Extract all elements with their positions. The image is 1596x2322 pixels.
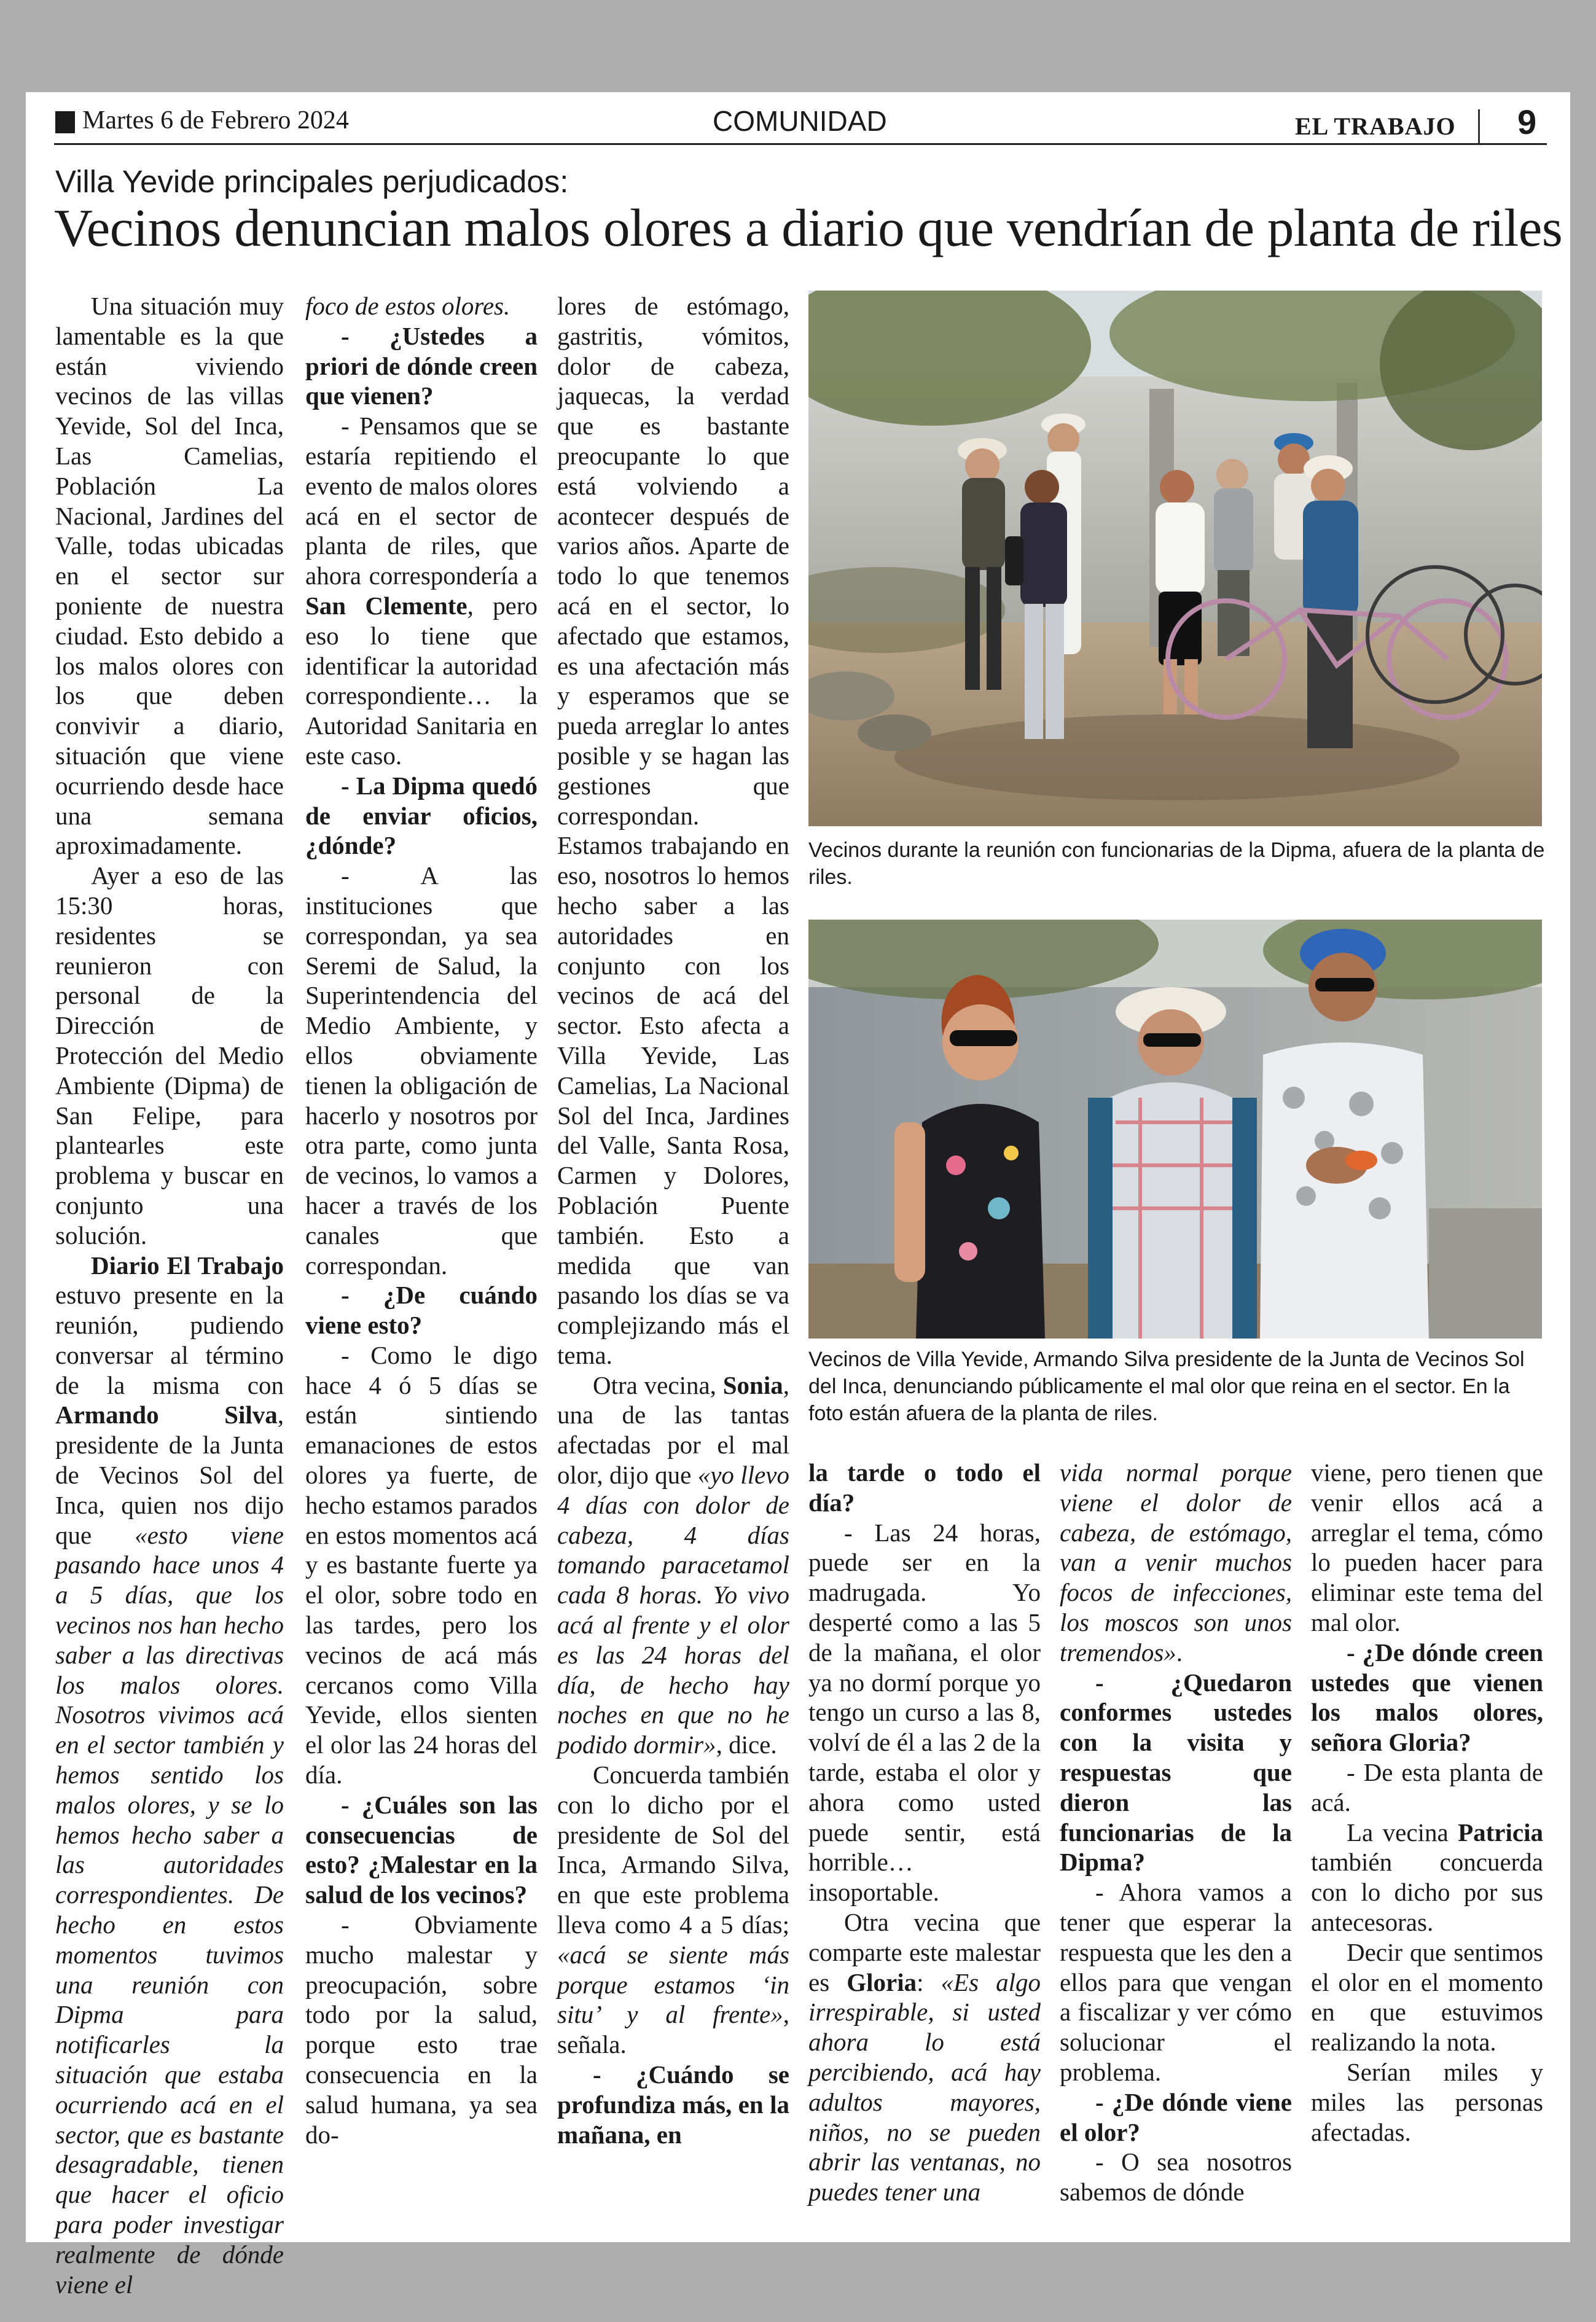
text: Concuerda también con lo dicho por el presidente de Sol del Inca, Armando Silva, en que este problema lleva como 4 a 5 días; [557, 1761, 789, 1939]
article-column-3 [557, 291, 789, 2149]
photo-three-neighbors-image [808, 920, 1542, 1339]
interview-question: - La Dipma quedó de enviar oficios, ¿dónde? [305, 771, 538, 860]
text: también concuerda con lo dicho por sus antecesoras. [1311, 1848, 1543, 1936]
quote-text: vida normal porque viene el dolor de cabeza, de estómago, van a venir muchos focos de infecciones, los moscos son unos tremendos» [1060, 1458, 1292, 1667]
quote-text: «acá se siente más porque estamos ‘in situ’ y al frente» [557, 1940, 789, 2029]
paragraph [1060, 1458, 1292, 1668]
bold-text: Gloria [847, 1968, 917, 1996]
article-column-1 [55, 291, 284, 2299]
issue-date: Martes 6 de Febrero 2024 [82, 106, 349, 135]
paragraph [305, 411, 538, 771]
quote-text: «Es algo irrespirable, si usted ahora lo está percibiendo, acá hay adultos mayores, niños, no se pueden abrir las ventanas, no puedes tener una [808, 1968, 1041, 2207]
page-number: 9 [1517, 103, 1537, 141]
paragraph: viene, pero tienen que venir ellos acá a arreglar el tema, cómo lo pueden hacer para eliminar este tema del mal olor. [1311, 1458, 1543, 1636]
article-column-2 [305, 291, 538, 2149]
paragraph [55, 1251, 284, 2300]
photo-caption-1: Vecinos durante la reunión con funcionarias de la Dipma, afuera de la planta de riles. [808, 838, 1545, 889]
paragraph: - Las 24 horas, puede ser en la madrugada. Yo desperté como a las 5 de la mañana, el olor ya no dormí porque yo tengo un curso a las 8, volví de él a las 2 de la tarde, estaba el olor y ahora como usted puede sentir, está horrible… insoportable. [808, 1518, 1041, 1907]
article-headline: Vecinos denuncian malos olores a diario que vendrían de planta de riles [54, 198, 1563, 257]
text: estuvo presente en la reunión, pudiendo conversar al término de la misma con [55, 1281, 284, 1399]
paragraph: - O sea nosotros sabemos de dónde [1060, 2148, 1292, 2207]
article-column-4 [808, 1458, 1041, 2207]
section-name: COMUNIDAD [713, 105, 887, 137]
interview-question: - ¿De dónde viene el olor? [1060, 2087, 1292, 2146]
quote-text: foco de estos olores. [305, 292, 510, 320]
bold-text: Diario El Trabajo [91, 1251, 284, 1280]
interview-question: - ¿De dónde creen ustedes que vienen los malos olores, señora Gloria? [1311, 1638, 1543, 1757]
paragraph: Serían miles y miles las personas afectadas. [1311, 2057, 1543, 2146]
text: Otra vecina que comparte este malestar es [808, 1907, 1041, 1996]
text: . [1176, 1638, 1183, 1667]
interview-question: - ¿Cuándo se profundiza más, en la mañana, en [557, 2060, 789, 2149]
text: , dice. [716, 1730, 777, 1759]
article-column-6 [1311, 1458, 1543, 2147]
photo-neighbors-meeting [808, 291, 1542, 826]
quote-text: «esto viene pasando hace unos 4 a 5 días, que los vecinos nos han hecho saber a las directivas los malos olores. Nosotros vivimos acá en el sector también y hemos sentido los malos olores, y se lo hemos hecho saber a las autoridades correspondientes. De hecho en estos momentos tuvimos una reunión con Dipma para notificarles la situación que estaba ocurriendo acá en el sector, que es bastante desagradable, tienen que hacer el oficio para poder investigar realmente de dónde viene el [55, 1520, 284, 2299]
interview-question: - ¿De cuándo viene esto? [305, 1281, 538, 1340]
paragraph [808, 1907, 1041, 2207]
header-separator [1478, 109, 1480, 143]
bold-text: Patricia [1458, 1818, 1543, 1847]
paragraph: - A las instituciones que correspondan, ya sea Seremi de Salud, la Superintendencia del Medio Ambiente, y ellos obviamente tienen la obligación de hacerlo y nosotros por otra parte, como junta de vecinos, lo vamos a hacer a través de los canales que correspondan. [305, 861, 538, 1280]
text: - Pensamos que se estaría repitiendo el evento de malos olores acá en el sector de planta de riles, que ahora correspondería a [305, 412, 538, 590]
article-kicker: Villa Yevide principales perjudicados: [55, 164, 569, 199]
text: , presidente de la Junta de Vecinos Sol del Inca, quien nos dijo que [55, 1401, 284, 1549]
text: : [917, 1968, 941, 1996]
interview-question: - ¿Cuáles son las consecuencias de esto? ¿Malestar en la salud de los vecinos? [305, 1790, 538, 1909]
paragraph: - Ahora vamos a tener que esperar la respuesta que les den a ellos para que vengan a fiscalizar y ver cómo solucionar el problema. [1060, 1878, 1292, 2086]
bold-text: Armando Silva [55, 1401, 278, 1429]
paragraph: - Obviamente mucho malestar y preocupación, sobre todo por la salud, porque esto trae consecuencia en la salud humana, ya sea do- [305, 1910, 538, 2149]
newspaper-name: EL TRABAJO [1295, 112, 1456, 140]
paragraph [55, 861, 284, 1250]
bold-text: Sonia [722, 1370, 783, 1399]
text: La vecina [1347, 1818, 1458, 1847]
interview-question: la tarde o todo el día? [808, 1458, 1041, 1517]
paragraph [557, 1760, 789, 2060]
photo-three-neighbors [808, 920, 1542, 1339]
bold-text: San Clemente [305, 591, 467, 620]
paragraph [1311, 1818, 1543, 1937]
photo-neighbors-meeting-image [808, 291, 1542, 826]
paragraph: - De esta planta de acá. [1311, 1757, 1543, 1816]
interview-question: - ¿Quedaron conformes ustedes con la visita y respuestas que dieron las funcionarias de la Dipma? [1060, 1668, 1292, 1877]
header-square-bullet [55, 111, 75, 133]
paragraph: - Como le digo hace 4 ó 5 días se están sintiendo emanaciones de estos olores ya fuerte, de hecho estamos parados en estos momentos acá y es bastante fuerte ya el olor, sobre todo en las tardes, pero los vecinos de acá más cercanos como Villa Yevide, ellos sienten el olor las 24 horas del día. [305, 1340, 538, 1789]
text: , señala. [557, 2000, 789, 2059]
article-column-5 [1060, 1458, 1292, 2207]
paragraph [305, 291, 538, 321]
text: , pero eso lo tiene que identificar la autoridad correspondiente… la Autoridad Sanitaria en este caso. [305, 591, 538, 770]
meeting-time-paragraph: Ayer a eso de las 15:30 horas, residentes se reunieron con personal de la Dirección de Protección del Medio Ambiente (Dipma) de San Felipe, para plantearles este problema y buscar en conjunto una solución. [55, 861, 284, 1249]
paragraph [557, 1370, 789, 1760]
header-rule [54, 143, 1547, 145]
paragraph: Decir que sentimos el olor en el momento en que estuvimos realizando la nota. [1311, 1937, 1543, 2057]
paragraph: Una situación muy lamentable es la que están viviendo vecinos de las villas Yevide, Sol del Inca, Las Camelias, Población La Nacional, Jardines del Valle, todas ubicadas en el sector sur poniente de nuestra ciudad. Esto debido a los malos olores con los que deben convivir a diario, situación que viene ocurriendo desde hace una semana aproximadamente. [55, 292, 284, 860]
paragraph: lores de estómago, gastritis, vómitos, dolor de cabeza, jaquecas, la verdad que es bastante preocupante lo que está volviendo a acontecer después de varios años. Aparte de todo lo que tenemos acá en el sector, lo afectado que estamos, es una afectación más y esperamos que se pueda arreglar lo antes posible y se hagan las gestiones que correspondan. Estamos trabajando en eso, nosotros lo hemos hecho saber a las autoridades en conjunto con los vecinos de acá del sector. Esto afecta a Villa Yevide, Las Camelias, La Nacional Sol del Inca, Jardines del Valle, Santa Rosa, Carmen y Dolores, Población Puente también. Esto a medida que van pasando los días se va complejizando más el tema. [557, 292, 789, 1369]
interview-question: - ¿Ustedes a priori de dónde creen que vienen? [305, 321, 538, 410]
photo-caption-2: Vecinos de Villa Yevide, Armando Silva presidente de la Junta de Vecinos Sol del Inca, denunciando públicamente el mal olor que reina en el sector. En la foto están afuera de la planta de riles. [808, 1348, 1525, 1425]
text: , una de las tantas afectadas por el mal olor, dijo que [557, 1370, 789, 1490]
quote-text: «yo llevo 4 días con dolor de cabeza, 4 días tomando paracetamol cada 8 horas. Yo vivo acá al frente y el olor es las 24 horas del día, de hecho hay noches en que no he podido dormir» [557, 1461, 789, 1759]
text: Otra vecina, [593, 1370, 723, 1399]
